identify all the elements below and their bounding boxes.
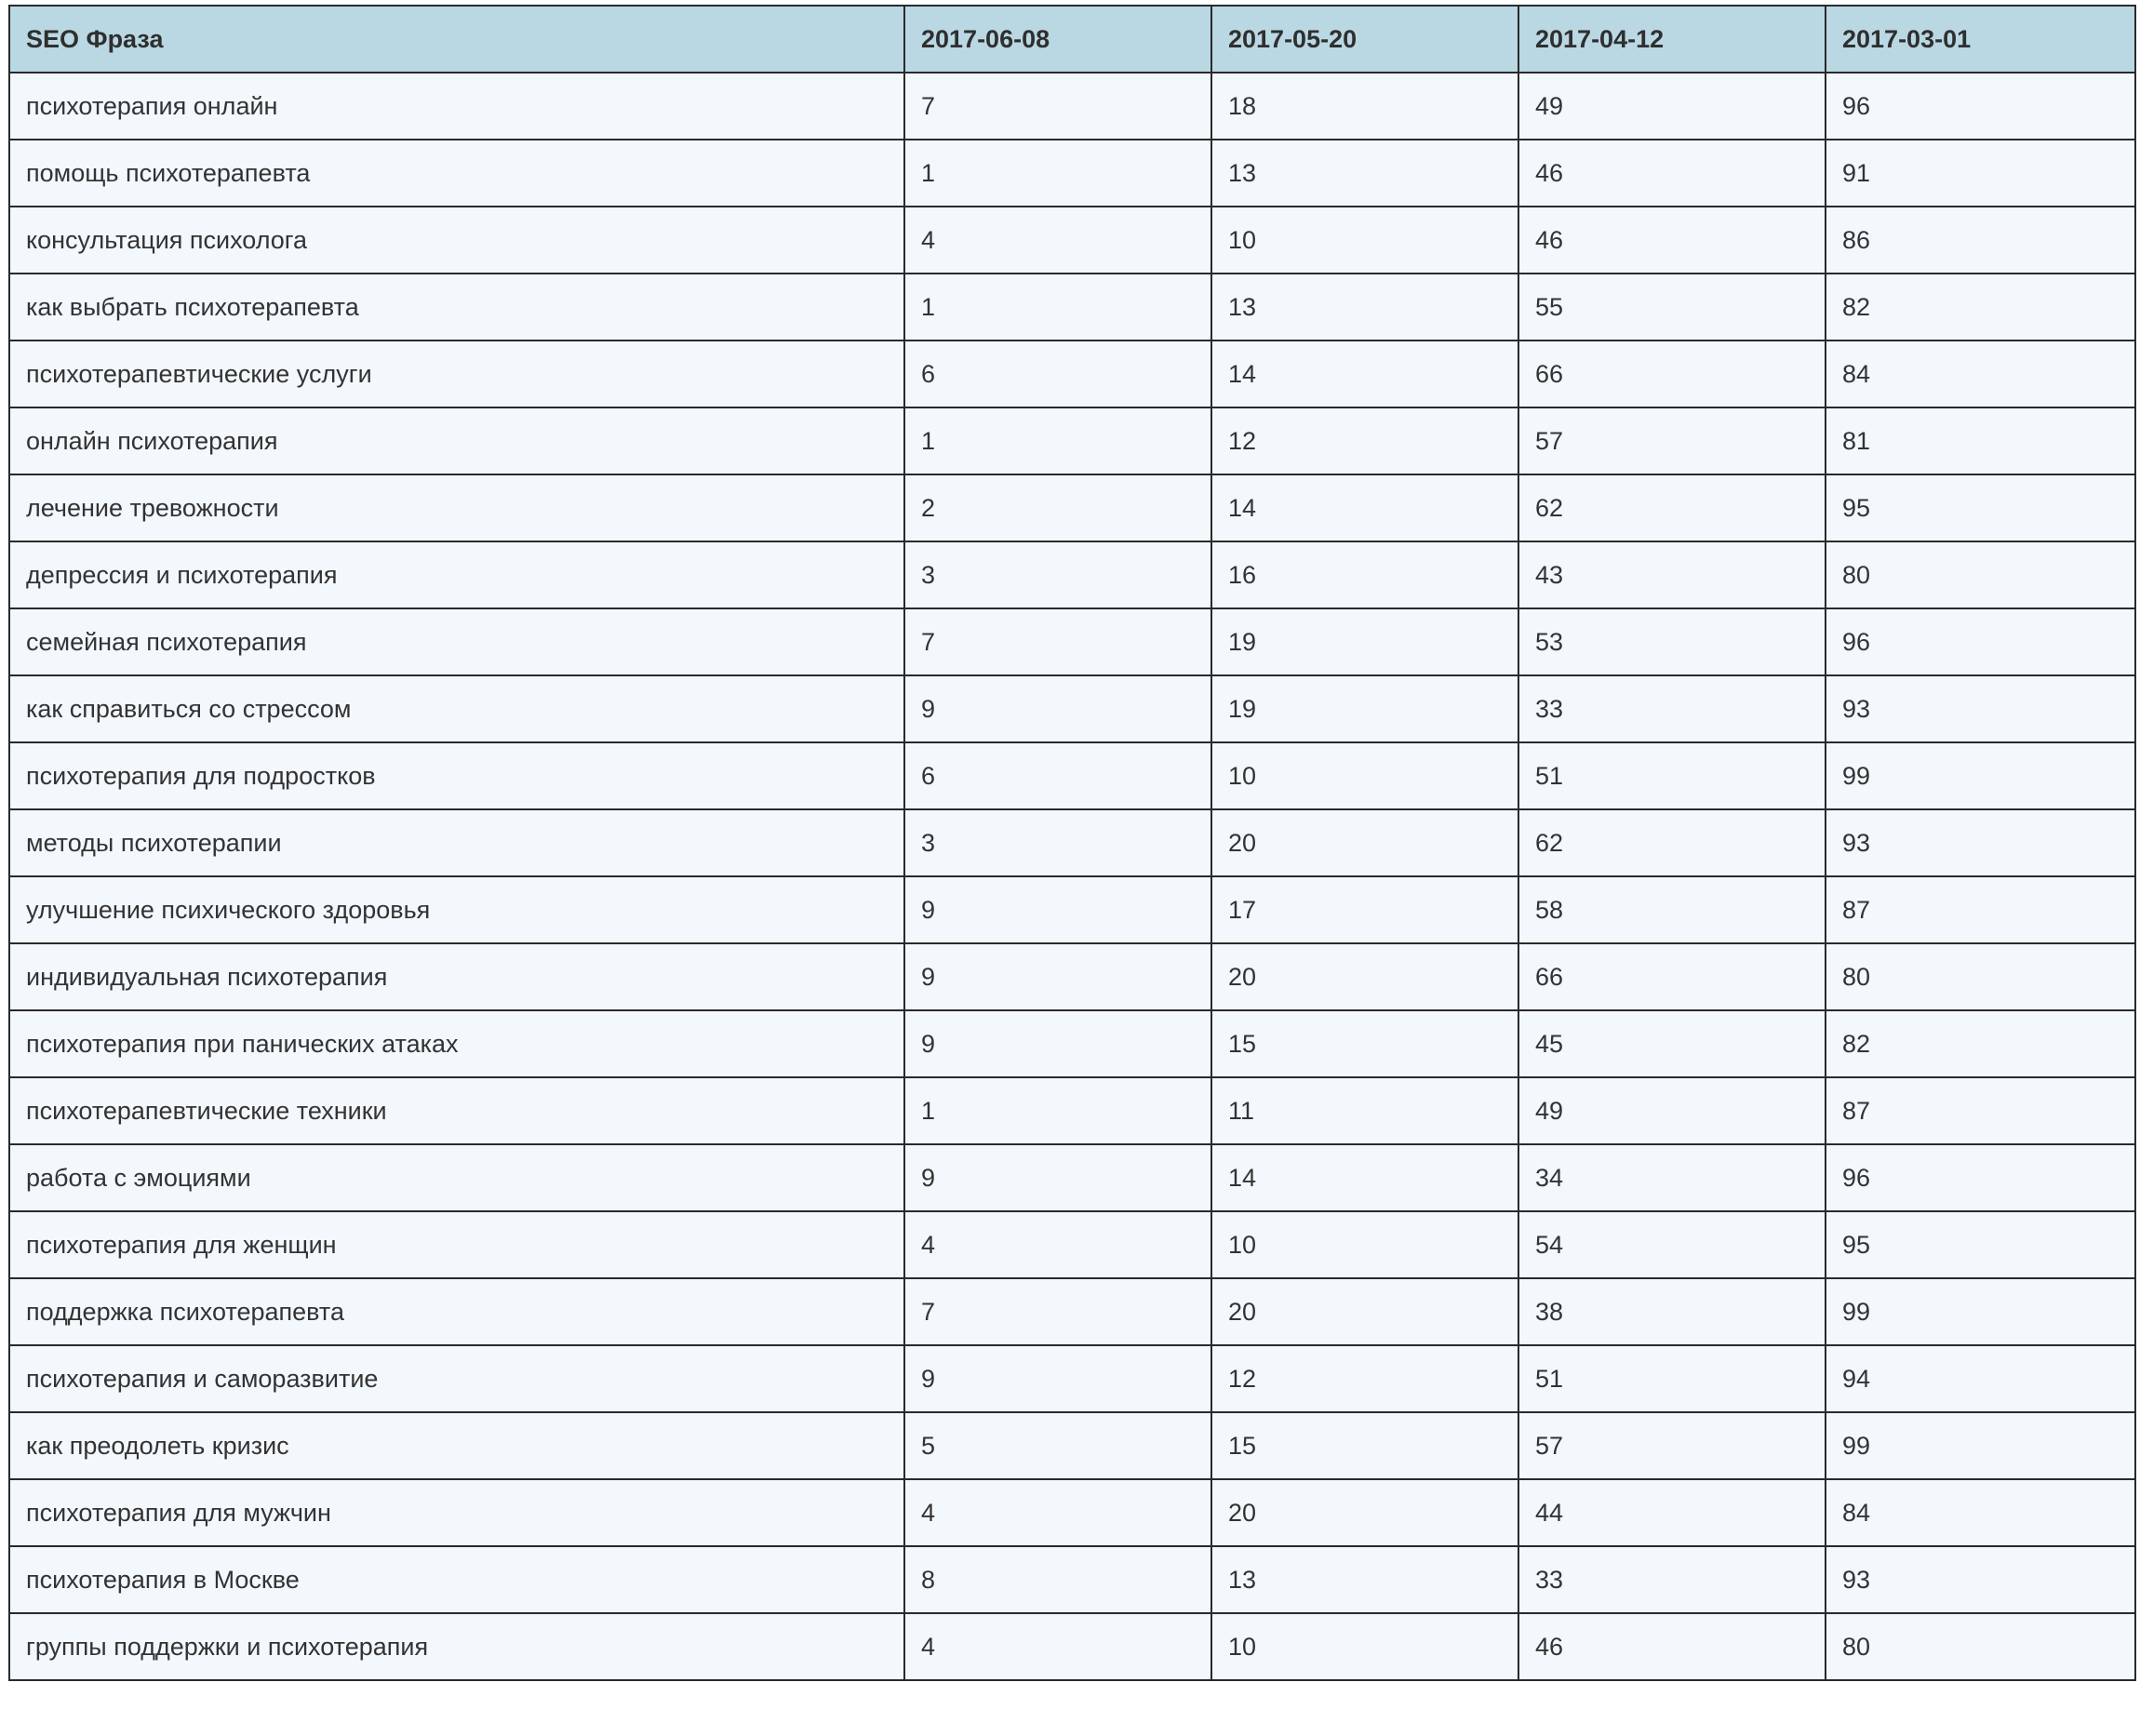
cell-rank-date-3: 44 — [1518, 1479, 1826, 1546]
cell-seo-phrase: психотерапия для мужчин — [9, 1479, 904, 1546]
cell-rank-date-2: 20 — [1211, 1479, 1518, 1546]
cell-seo-phrase: депрессия и психотерапия — [9, 541, 904, 608]
cell-rank-date-3: 58 — [1518, 876, 1826, 943]
table-row — [9, 943, 2135, 1010]
cell-rank-date-2: 13 — [1211, 1546, 1518, 1613]
cell-rank-date-2: 19 — [1211, 675, 1518, 742]
cell-rank-date-2: 10 — [1211, 742, 1518, 809]
cell-seo-phrase: помощь психотерапевта — [9, 140, 904, 207]
table-row — [9, 1278, 2135, 1345]
cell-rank-date-4: 91 — [1826, 140, 2135, 207]
seo-rankings-table — [8, 5, 2136, 1681]
cell-rank-date-4: 94 — [1826, 1345, 2135, 1412]
cell-rank-date-3: 33 — [1518, 1546, 1826, 1613]
cell-rank-date-4: 93 — [1826, 1546, 2135, 1613]
cell-rank-date-1: 5 — [904, 1412, 1211, 1479]
table-row — [9, 809, 2135, 876]
cell-seo-phrase: лечение тревожности — [9, 474, 904, 541]
cell-rank-date-3: 49 — [1518, 73, 1826, 140]
table-row — [9, 341, 2135, 407]
cell-rank-date-4: 93 — [1826, 675, 2135, 742]
cell-rank-date-4: 80 — [1826, 541, 2135, 608]
cell-rank-date-4: 99 — [1826, 1412, 2135, 1479]
cell-rank-date-4: 80 — [1826, 1613, 2135, 1680]
cell-rank-date-3: 51 — [1518, 742, 1826, 809]
cell-seo-phrase: как выбрать психотерапевта — [9, 274, 904, 341]
cell-rank-date-2: 14 — [1211, 1144, 1518, 1211]
cell-rank-date-2: 12 — [1211, 407, 1518, 474]
header-date-3: 2017-04-12 — [1518, 6, 1826, 73]
cell-seo-phrase: семейная психотерапия — [9, 608, 904, 675]
cell-seo-phrase: группы поддержки и психотерапия — [9, 1613, 904, 1680]
cell-rank-date-3: 46 — [1518, 207, 1826, 274]
cell-rank-date-1: 1 — [904, 407, 1211, 474]
cell-rank-date-2: 18 — [1211, 73, 1518, 140]
cell-rank-date-1: 8 — [904, 1546, 1211, 1613]
cell-rank-date-2: 10 — [1211, 207, 1518, 274]
cell-rank-date-3: 57 — [1518, 407, 1826, 474]
table-row — [9, 1077, 2135, 1144]
table-row — [9, 207, 2135, 274]
seo-rankings-table-container — [8, 5, 2134, 1681]
cell-rank-date-1: 1 — [904, 1077, 1211, 1144]
table-row — [9, 1546, 2135, 1613]
table-row — [9, 1345, 2135, 1412]
cell-rank-date-3: 33 — [1518, 675, 1826, 742]
table-row — [9, 407, 2135, 474]
cell-rank-date-4: 86 — [1826, 207, 2135, 274]
cell-rank-date-2: 10 — [1211, 1613, 1518, 1680]
cell-rank-date-3: 38 — [1518, 1278, 1826, 1345]
cell-rank-date-1: 9 — [904, 1345, 1211, 1412]
cell-rank-date-2: 12 — [1211, 1345, 1518, 1412]
cell-rank-date-1: 6 — [904, 341, 1211, 407]
cell-rank-date-3: 62 — [1518, 474, 1826, 541]
cell-rank-date-2: 17 — [1211, 876, 1518, 943]
table-header — [9, 6, 2135, 73]
table-row — [9, 742, 2135, 809]
cell-rank-date-4: 93 — [1826, 809, 2135, 876]
cell-rank-date-4: 84 — [1826, 1479, 2135, 1546]
cell-rank-date-3: 45 — [1518, 1010, 1826, 1077]
cell-rank-date-4: 95 — [1826, 1211, 2135, 1278]
table-row — [9, 1211, 2135, 1278]
cell-seo-phrase: работа с эмоциями — [9, 1144, 904, 1211]
cell-seo-phrase: психотерапевтические услуги — [9, 341, 904, 407]
cell-rank-date-1: 1 — [904, 274, 1211, 341]
cell-rank-date-4: 96 — [1826, 73, 2135, 140]
cell-rank-date-3: 57 — [1518, 1412, 1826, 1479]
cell-seo-phrase: психотерапия при панических атаках — [9, 1010, 904, 1077]
cell-rank-date-1: 1 — [904, 140, 1211, 207]
cell-rank-date-2: 20 — [1211, 943, 1518, 1010]
cell-seo-phrase: психотерапия онлайн — [9, 73, 904, 140]
cell-rank-date-2: 13 — [1211, 274, 1518, 341]
cell-rank-date-1: 9 — [904, 943, 1211, 1010]
cell-rank-date-4: 96 — [1826, 1144, 2135, 1211]
cell-rank-date-4: 80 — [1826, 943, 2135, 1010]
table-row — [9, 1412, 2135, 1479]
cell-rank-date-3: 51 — [1518, 1345, 1826, 1412]
cell-rank-date-2: 19 — [1211, 608, 1518, 675]
cell-rank-date-3: 49 — [1518, 1077, 1826, 1144]
cell-rank-date-3: 43 — [1518, 541, 1826, 608]
cell-rank-date-1: 9 — [904, 1010, 1211, 1077]
cell-rank-date-4: 99 — [1826, 742, 2135, 809]
cell-rank-date-4: 84 — [1826, 341, 2135, 407]
cell-rank-date-2: 14 — [1211, 341, 1518, 407]
cell-rank-date-3: 66 — [1518, 341, 1826, 407]
cell-rank-date-3: 46 — [1518, 1613, 1826, 1680]
cell-seo-phrase: психотерапия для женщин — [9, 1211, 904, 1278]
cell-rank-date-4: 95 — [1826, 474, 2135, 541]
table-row — [9, 73, 2135, 140]
table-row — [9, 1144, 2135, 1211]
header-date-4: 2017-03-01 — [1826, 6, 2135, 73]
cell-rank-date-1: 7 — [904, 608, 1211, 675]
cell-rank-date-2: 16 — [1211, 541, 1518, 608]
cell-rank-date-1: 7 — [904, 1278, 1211, 1345]
cell-rank-date-3: 62 — [1518, 809, 1826, 876]
cell-rank-date-2: 15 — [1211, 1412, 1518, 1479]
table-row — [9, 541, 2135, 608]
cell-rank-date-1: 4 — [904, 1479, 1211, 1546]
cell-rank-date-1: 9 — [904, 675, 1211, 742]
cell-rank-date-1: 9 — [904, 876, 1211, 943]
table-row — [9, 876, 2135, 943]
cell-rank-date-4: 82 — [1826, 1010, 2135, 1077]
cell-rank-date-3: 34 — [1518, 1144, 1826, 1211]
cell-seo-phrase: психотерапия для подростков — [9, 742, 904, 809]
header-date-1: 2017-06-08 — [904, 6, 1211, 73]
table-row — [9, 675, 2135, 742]
cell-seo-phrase: консультация психолога — [9, 207, 904, 274]
table-body — [9, 73, 2135, 1680]
cell-rank-date-3: 53 — [1518, 608, 1826, 675]
cell-rank-date-1: 4 — [904, 1613, 1211, 1680]
cell-rank-date-4: 87 — [1826, 1077, 2135, 1144]
cell-rank-date-2: 13 — [1211, 140, 1518, 207]
table-row — [9, 140, 2135, 207]
cell-rank-date-2: 10 — [1211, 1211, 1518, 1278]
cell-rank-date-1: 3 — [904, 541, 1211, 608]
cell-seo-phrase: улучшение психического здоровья — [9, 876, 904, 943]
cell-rank-date-2: 20 — [1211, 809, 1518, 876]
cell-rank-date-4: 81 — [1826, 407, 2135, 474]
cell-rank-date-1: 2 — [904, 474, 1211, 541]
cell-seo-phrase: методы психотерапии — [9, 809, 904, 876]
cell-seo-phrase: как справиться со стрессом — [9, 675, 904, 742]
cell-seo-phrase: как преодолеть кризис — [9, 1412, 904, 1479]
cell-rank-date-2: 11 — [1211, 1077, 1518, 1144]
cell-rank-date-4: 82 — [1826, 274, 2135, 341]
cell-seo-phrase: индивидуальная психотерапия — [9, 943, 904, 1010]
cell-rank-date-3: 54 — [1518, 1211, 1826, 1278]
cell-rank-date-4: 87 — [1826, 876, 2135, 943]
cell-rank-date-1: 6 — [904, 742, 1211, 809]
cell-rank-date-1: 4 — [904, 1211, 1211, 1278]
table-row — [9, 1010, 2135, 1077]
table-row — [9, 608, 2135, 675]
cell-rank-date-1: 9 — [904, 1144, 1211, 1211]
cell-rank-date-4: 99 — [1826, 1278, 2135, 1345]
table-row — [9, 1479, 2135, 1546]
cell-rank-date-2: 15 — [1211, 1010, 1518, 1077]
cell-rank-date-2: 14 — [1211, 474, 1518, 541]
header-date-2: 2017-05-20 — [1211, 6, 1518, 73]
table-row — [9, 274, 2135, 341]
cell-rank-date-1: 3 — [904, 809, 1211, 876]
cell-seo-phrase: онлайн психотерапия — [9, 407, 904, 474]
cell-seo-phrase: психотерапия в Москве — [9, 1546, 904, 1613]
cell-rank-date-1: 7 — [904, 73, 1211, 140]
cell-seo-phrase: поддержка психотерапевта — [9, 1278, 904, 1345]
cell-rank-date-3: 66 — [1518, 943, 1826, 1010]
cell-seo-phrase: психотерапия и саморазвитие — [9, 1345, 904, 1412]
cell-rank-date-3: 46 — [1518, 140, 1826, 207]
cell-seo-phrase: психотерапевтические техники — [9, 1077, 904, 1144]
cell-rank-date-1: 4 — [904, 207, 1211, 274]
cell-rank-date-4: 96 — [1826, 608, 2135, 675]
header-seo-phrase: SEO Фраза — [9, 6, 904, 73]
cell-rank-date-3: 55 — [1518, 274, 1826, 341]
header-row — [9, 6, 2135, 73]
table-row — [9, 474, 2135, 541]
table-row — [9, 1613, 2135, 1680]
cell-rank-date-2: 20 — [1211, 1278, 1518, 1345]
